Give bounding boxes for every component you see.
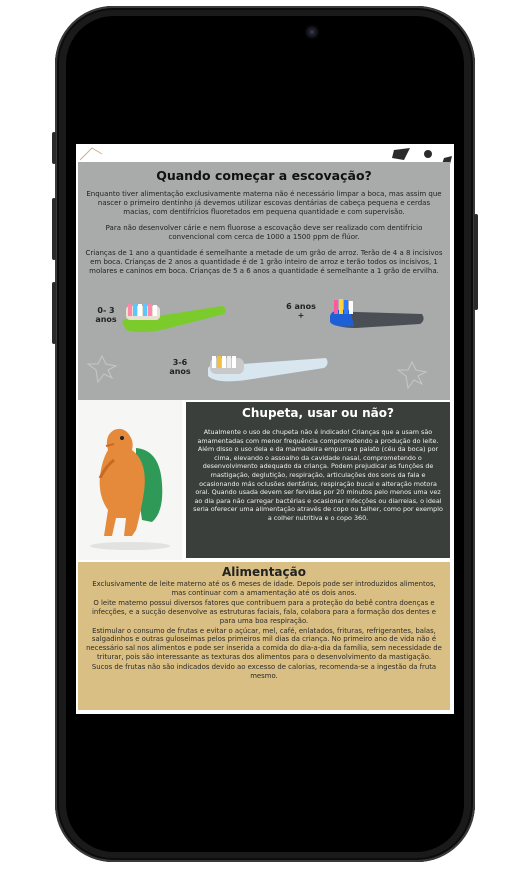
document-page[interactable]: [76, 144, 454, 714]
pacifier-section: [186, 402, 450, 558]
brushing-paragraph-3: Crianças de 1 ano a quantidade é semelhante a metade de um grão de arroz. Terão de 4 a 8 incisivos em boca. Crianças de 2 anos a quantidade é de 1 grão inteiro de arroz e terão todos os incisivos, 1 molares e caninos em boca. Crianças de 5 a 6 anos a quantidade é semelhante a 1 grão de ervilha.: [85, 249, 443, 275]
decorative-shapes: [76, 144, 454, 164]
food-paragraph-4: Sucos de frutas não são indicados devido ao excesso de calorias, recomenda-se a ingestão da fruta mesmo.: [91, 663, 437, 681]
food-title: Alimentação: [222, 565, 306, 579]
food-paragraph-3: Estimular o consumo de frutas e evitar o açúcar, mel, café, enlatados, frituras, refrigerantes, balas, salgadinhos e outras guloseimas pelos primeiros mil dias da criança. No primeiro ano de vida não é necessário sal nos alimentos e pode ser inserida a comida do dia-a-dia da família, sem necessidade de triturar, pois são interessante as texturas dos alimentos para o desenvolvimento da mastigação.: [86, 626, 442, 662]
food-paragraph-2: O leite materno possui diversos fatores que contribuem para a proteção do bebê contra doenças e infecções, e a sucção desenvolve as estruturas faciais, fala, colabora para a formação dos dentes e para uma boa respiração.: [92, 598, 436, 625]
brushing-section: [78, 162, 450, 400]
volume-up-button: [52, 198, 56, 260]
power-button: [474, 214, 478, 310]
age-label-6-plus: 6 anos +: [286, 302, 316, 320]
brushing-paragraph-2: Para não desenvolver cárie e nem fluorose a escovação deve ser realizado com dentifrício convencional com cerca de 1000 a 1500 ppm de flúor.: [105, 224, 423, 241]
volume-down-button: [52, 282, 56, 344]
front-camera: [307, 27, 317, 37]
pacifier-title: Chupeta, usar ou não?: [242, 406, 394, 420]
age-label-3-6: 3-6 anos: [169, 358, 191, 376]
food-section: [78, 562, 450, 710]
pacifier-text: Atualmente o uso de chupeta não é indicado! Crianças que a usam são amamentadas com menor frequência comprometendo a produção do leite. Além disso o uso dela e da mamadeira empurra o palato (céu da boca) por cima, elevando o assoalho da cavidade nasal, comprometendo o desenvolvimento adequado da criança. Podem prejudicar as funções de mastigação, deglutição, respiração, articulações dos sons da fala e ocasionando más oclusões dentárias, respiração bucal e alteração motora oral. Quando usada devem ser fervidas por 20 minutos pelo menos uma vez ao dia para não carregar bactérias e ocasionar infecções ou diarreias, o ideal seria oferecer uma alimentação através de copo ou talher, como por exemplo a colher nutritiva e o copo 360.: [193, 428, 443, 522]
dinosaur-toy-icon: [78, 400, 182, 560]
decorative-stars: [78, 352, 450, 400]
dinosaur-toy-image: [78, 400, 182, 560]
silent-switch: [52, 132, 56, 164]
age-label-0-3: 0- 3 anos: [95, 306, 117, 324]
brushing-paragraph-1: Enquanto tiver alimentação exclusivamente materna não é necessário limpar a boca, mas assim que nascer o primeiro dentinho já devemos utilizar escovas dentárias de cabeça pequena e cerdas macias, com dentifrícios fluoretados em pequena quantidade e com supervisão.: [86, 190, 442, 216]
toothbrush-green-image: [118, 300, 230, 340]
brushing-title: Quando começar a escovação?: [156, 168, 372, 183]
food-paragraph-1: Exclusivamente de leite materno até os 6 meses de idade. Depois pode ser introduzidos alimentos, mas continuar com a amamentação até os dois anos.: [92, 580, 436, 597]
toothbrush-blue-image: [326, 296, 426, 336]
